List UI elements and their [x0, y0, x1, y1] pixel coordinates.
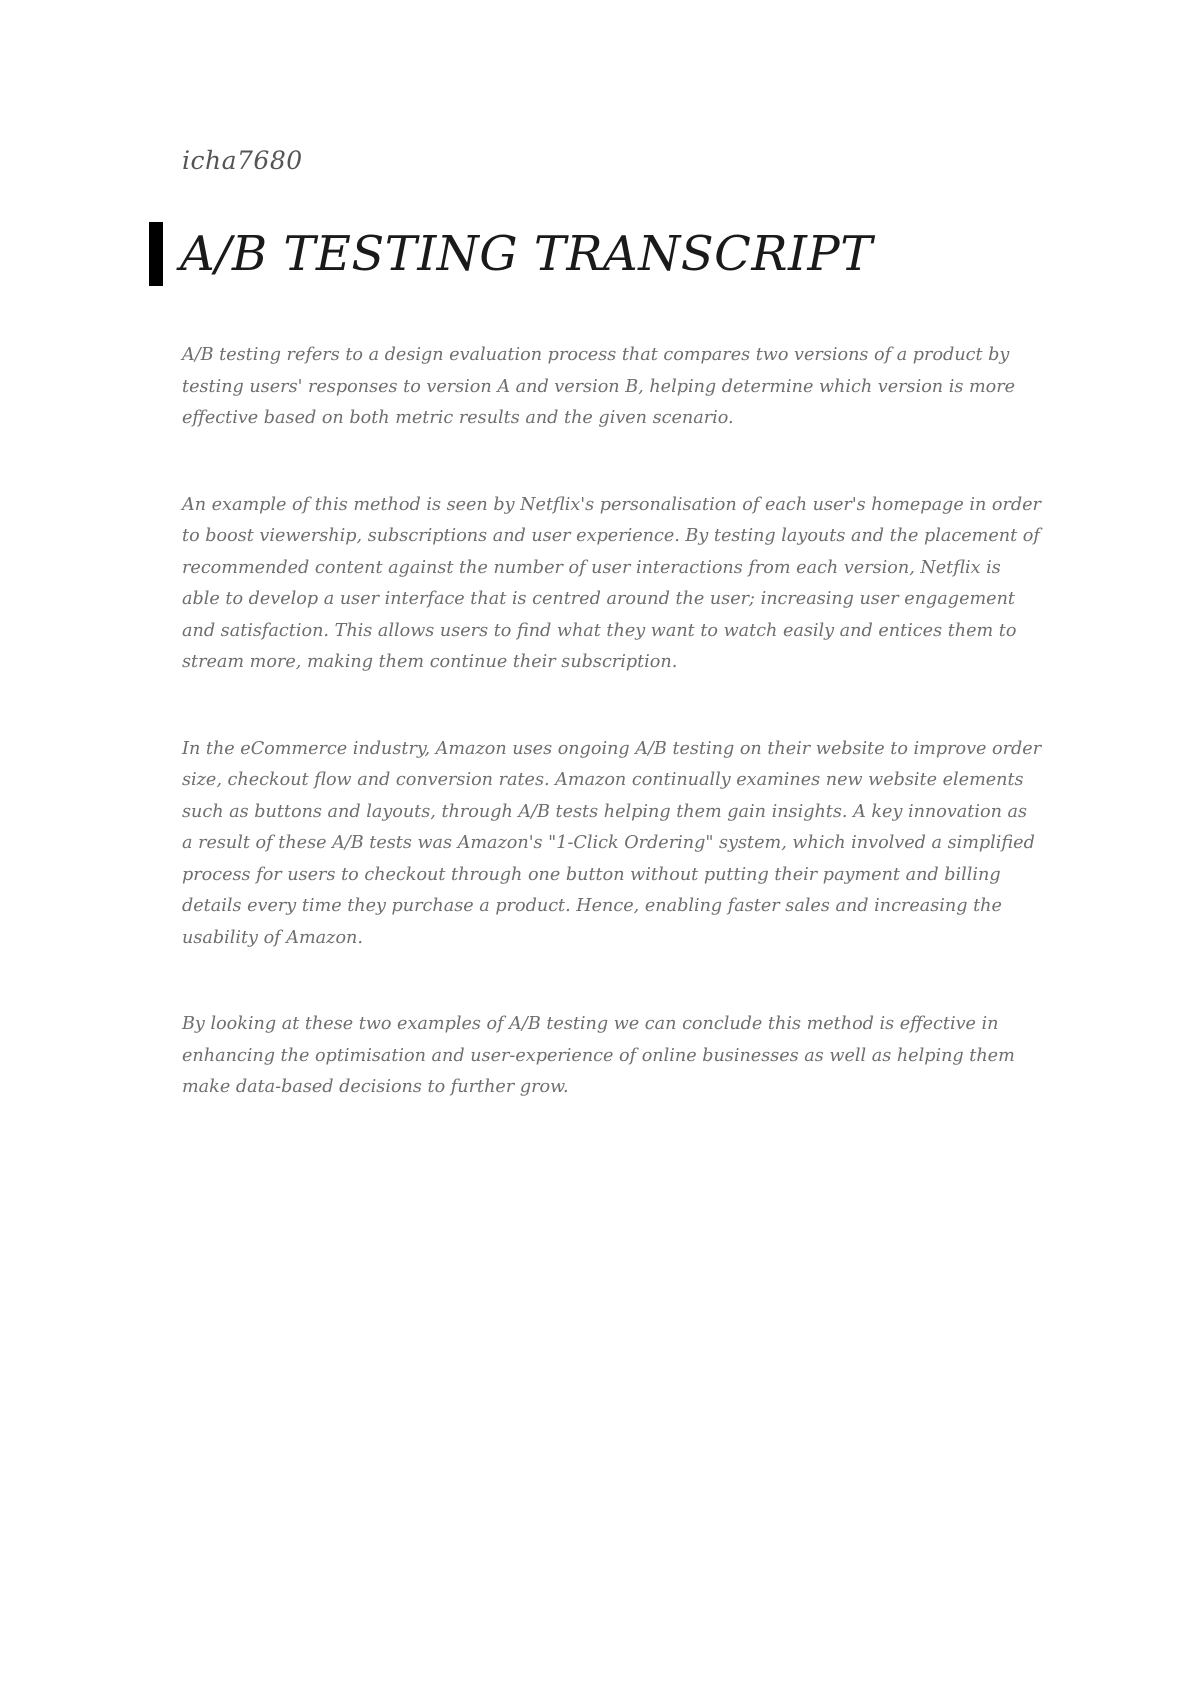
paragraph-definition: A/B testing refers to a design evaluation process that compares two versions of a product by testing users' responses to version A and version B, helping determine which version is more effective based on both metric results and the given scenario. [182, 345, 1016, 428]
author-name: icha7680 [182, 146, 303, 175]
title-accent-bar [149, 222, 163, 286]
document-body [182, 340, 1042, 1159]
paragraph-amazon-example: In the eCommerce industry, Amazon uses ongoing A/B testing on their website to improve order size, checkout flow and conversion rates. Amazon continually examines new website elements such as buttons and layouts, through A/B tests helping them gain insights. A key innovation as a result of these A/B tests was Amazon's "1-Click Ordering" system, which involved a simplified process for users to checkout through one button without putting their payment and billing details every time they purchase a product. Hence, enabling faster sales and increasing the usability of Amazon. [182, 738, 1042, 948]
document-title: A/B TESTING TRANSCRIPT [180, 226, 873, 282]
paragraph-netflix-example: An example of this method is seen by Netflix's personalisation of each user's homepage in order to boost viewership, subscriptions and user experience. By testing layouts and the placement of recommended content against the number of user interactions from each version, Netflix is able to develop a user interface that is centred around the user; increasing user engagement and satisfaction. This allows users to find what they want to watch easily and entices them to stream more, making them continue their subscription. [182, 494, 1041, 672]
paragraph-conclusion: By looking at these two examples of A/B testing we can conclude this method is effective in enhancing the optimisation and user-experience of online businesses as well as helping them make data-based decisions to further grow. [182, 1014, 1015, 1097]
